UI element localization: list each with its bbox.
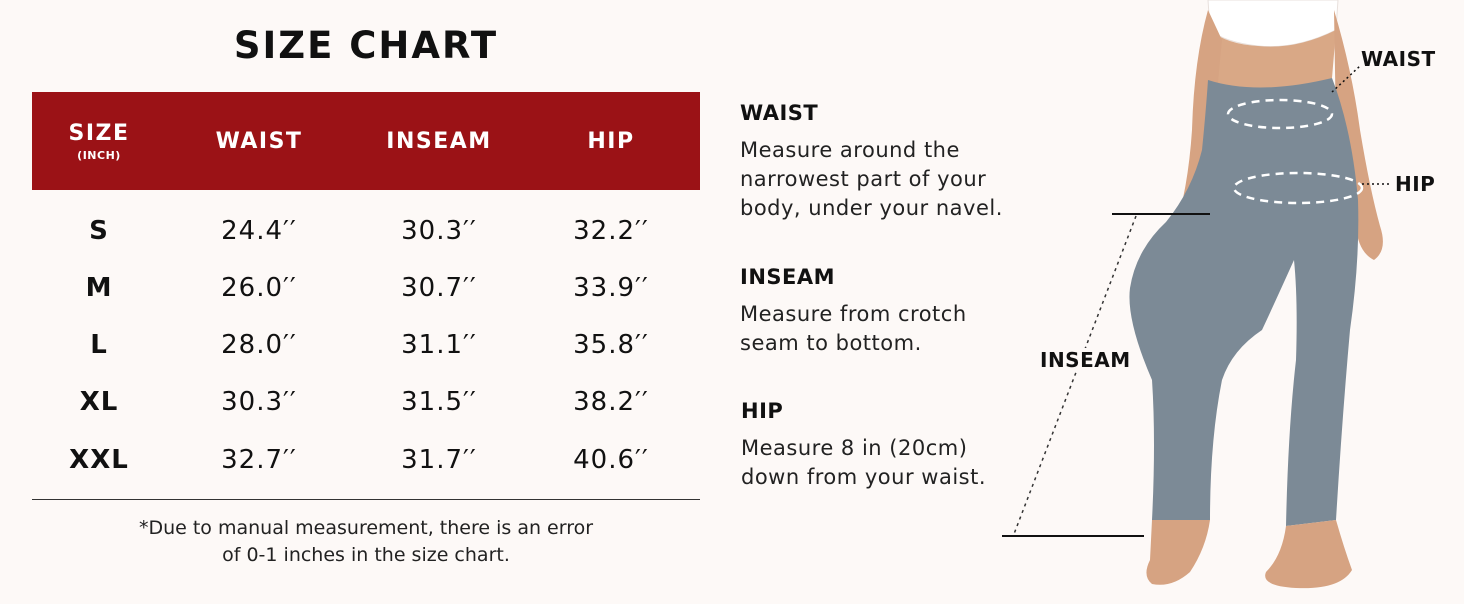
inseam-cell: 31.7′′ xyxy=(401,445,477,475)
model-figure-svg xyxy=(996,0,1464,600)
guide-waist-text xyxy=(740,136,1040,223)
guide-inseam-line: seam to bottom. xyxy=(740,331,922,355)
size-cell: XXL xyxy=(69,445,129,475)
table-row xyxy=(32,211,700,251)
waist-cell: 28.0′′ xyxy=(221,330,297,360)
waist-cell: 30.3′′ xyxy=(221,387,297,417)
header-hip: HIP xyxy=(587,128,635,154)
header-waist: WAIST xyxy=(215,128,303,154)
left-foot xyxy=(1146,520,1210,585)
hip-cell: 40.6′′ xyxy=(573,445,649,475)
header-size xyxy=(32,92,166,190)
hip-cell: 38.2′′ xyxy=(573,387,649,417)
model-illustration xyxy=(996,0,1464,600)
figure-hip-label: HIP xyxy=(1395,172,1436,196)
table-header xyxy=(32,92,700,190)
figure-inseam-label: INSEAM xyxy=(1040,348,1131,372)
guide-waist-title: WAIST xyxy=(740,101,819,125)
guide-waist-line: body, under your navel. xyxy=(740,196,1003,220)
inseam-dimension-line xyxy=(1014,216,1136,534)
inseam-cell: 30.3′′ xyxy=(401,216,477,246)
guide-inseam-title: INSEAM xyxy=(740,265,836,289)
table-row xyxy=(32,440,700,480)
size-cell: L xyxy=(90,330,108,360)
right-foot xyxy=(1265,520,1352,588)
waist-cell: 24.4′′ xyxy=(221,216,297,246)
size-cell: M xyxy=(85,273,113,303)
guide-hip-title: HIP xyxy=(741,399,784,423)
size-cell: XL xyxy=(79,387,119,417)
size-chart-title: SIZE CHART xyxy=(233,24,499,67)
size-cell: S xyxy=(89,216,109,246)
note-line-2: of 0-1 inches in the size chart. xyxy=(222,544,510,566)
figure-waist-label: WAIST xyxy=(1361,47,1436,71)
hip-cell: 32.2′′ xyxy=(573,216,649,246)
note-line-1: *Due to manual measurement, there is an error xyxy=(138,517,594,539)
guide-hip-line: Measure 8 in (20cm) xyxy=(741,436,968,460)
guide-waist-line: narrowest part of your xyxy=(740,167,987,191)
table-row xyxy=(32,325,700,365)
table-row xyxy=(32,382,700,422)
guide-hip-line: down from your waist. xyxy=(741,465,987,489)
header-size-unit: (INCH) xyxy=(77,148,121,162)
table-row xyxy=(32,268,700,308)
guide-inseam-text xyxy=(740,300,1040,358)
header-inseam: INSEAM xyxy=(386,128,492,154)
waist-cell: 26.0′′ xyxy=(221,273,297,303)
hip-cell: 35.8′′ xyxy=(573,330,649,360)
table-bottom-rule xyxy=(32,499,700,500)
measurement-note xyxy=(32,515,700,569)
guide-waist-line: Measure around the xyxy=(740,138,960,162)
hip-cell: 33.9′′ xyxy=(573,273,649,303)
inseam-cell: 30.7′′ xyxy=(401,273,477,303)
header-size-label: SIZE xyxy=(68,120,130,146)
inseam-cell: 31.5′′ xyxy=(401,387,477,417)
inseam-cell: 31.1′′ xyxy=(401,330,477,360)
guide-inseam-line: Measure from crotch xyxy=(740,302,967,326)
pants xyxy=(1129,78,1358,526)
waist-cell: 32.7′′ xyxy=(221,445,297,475)
